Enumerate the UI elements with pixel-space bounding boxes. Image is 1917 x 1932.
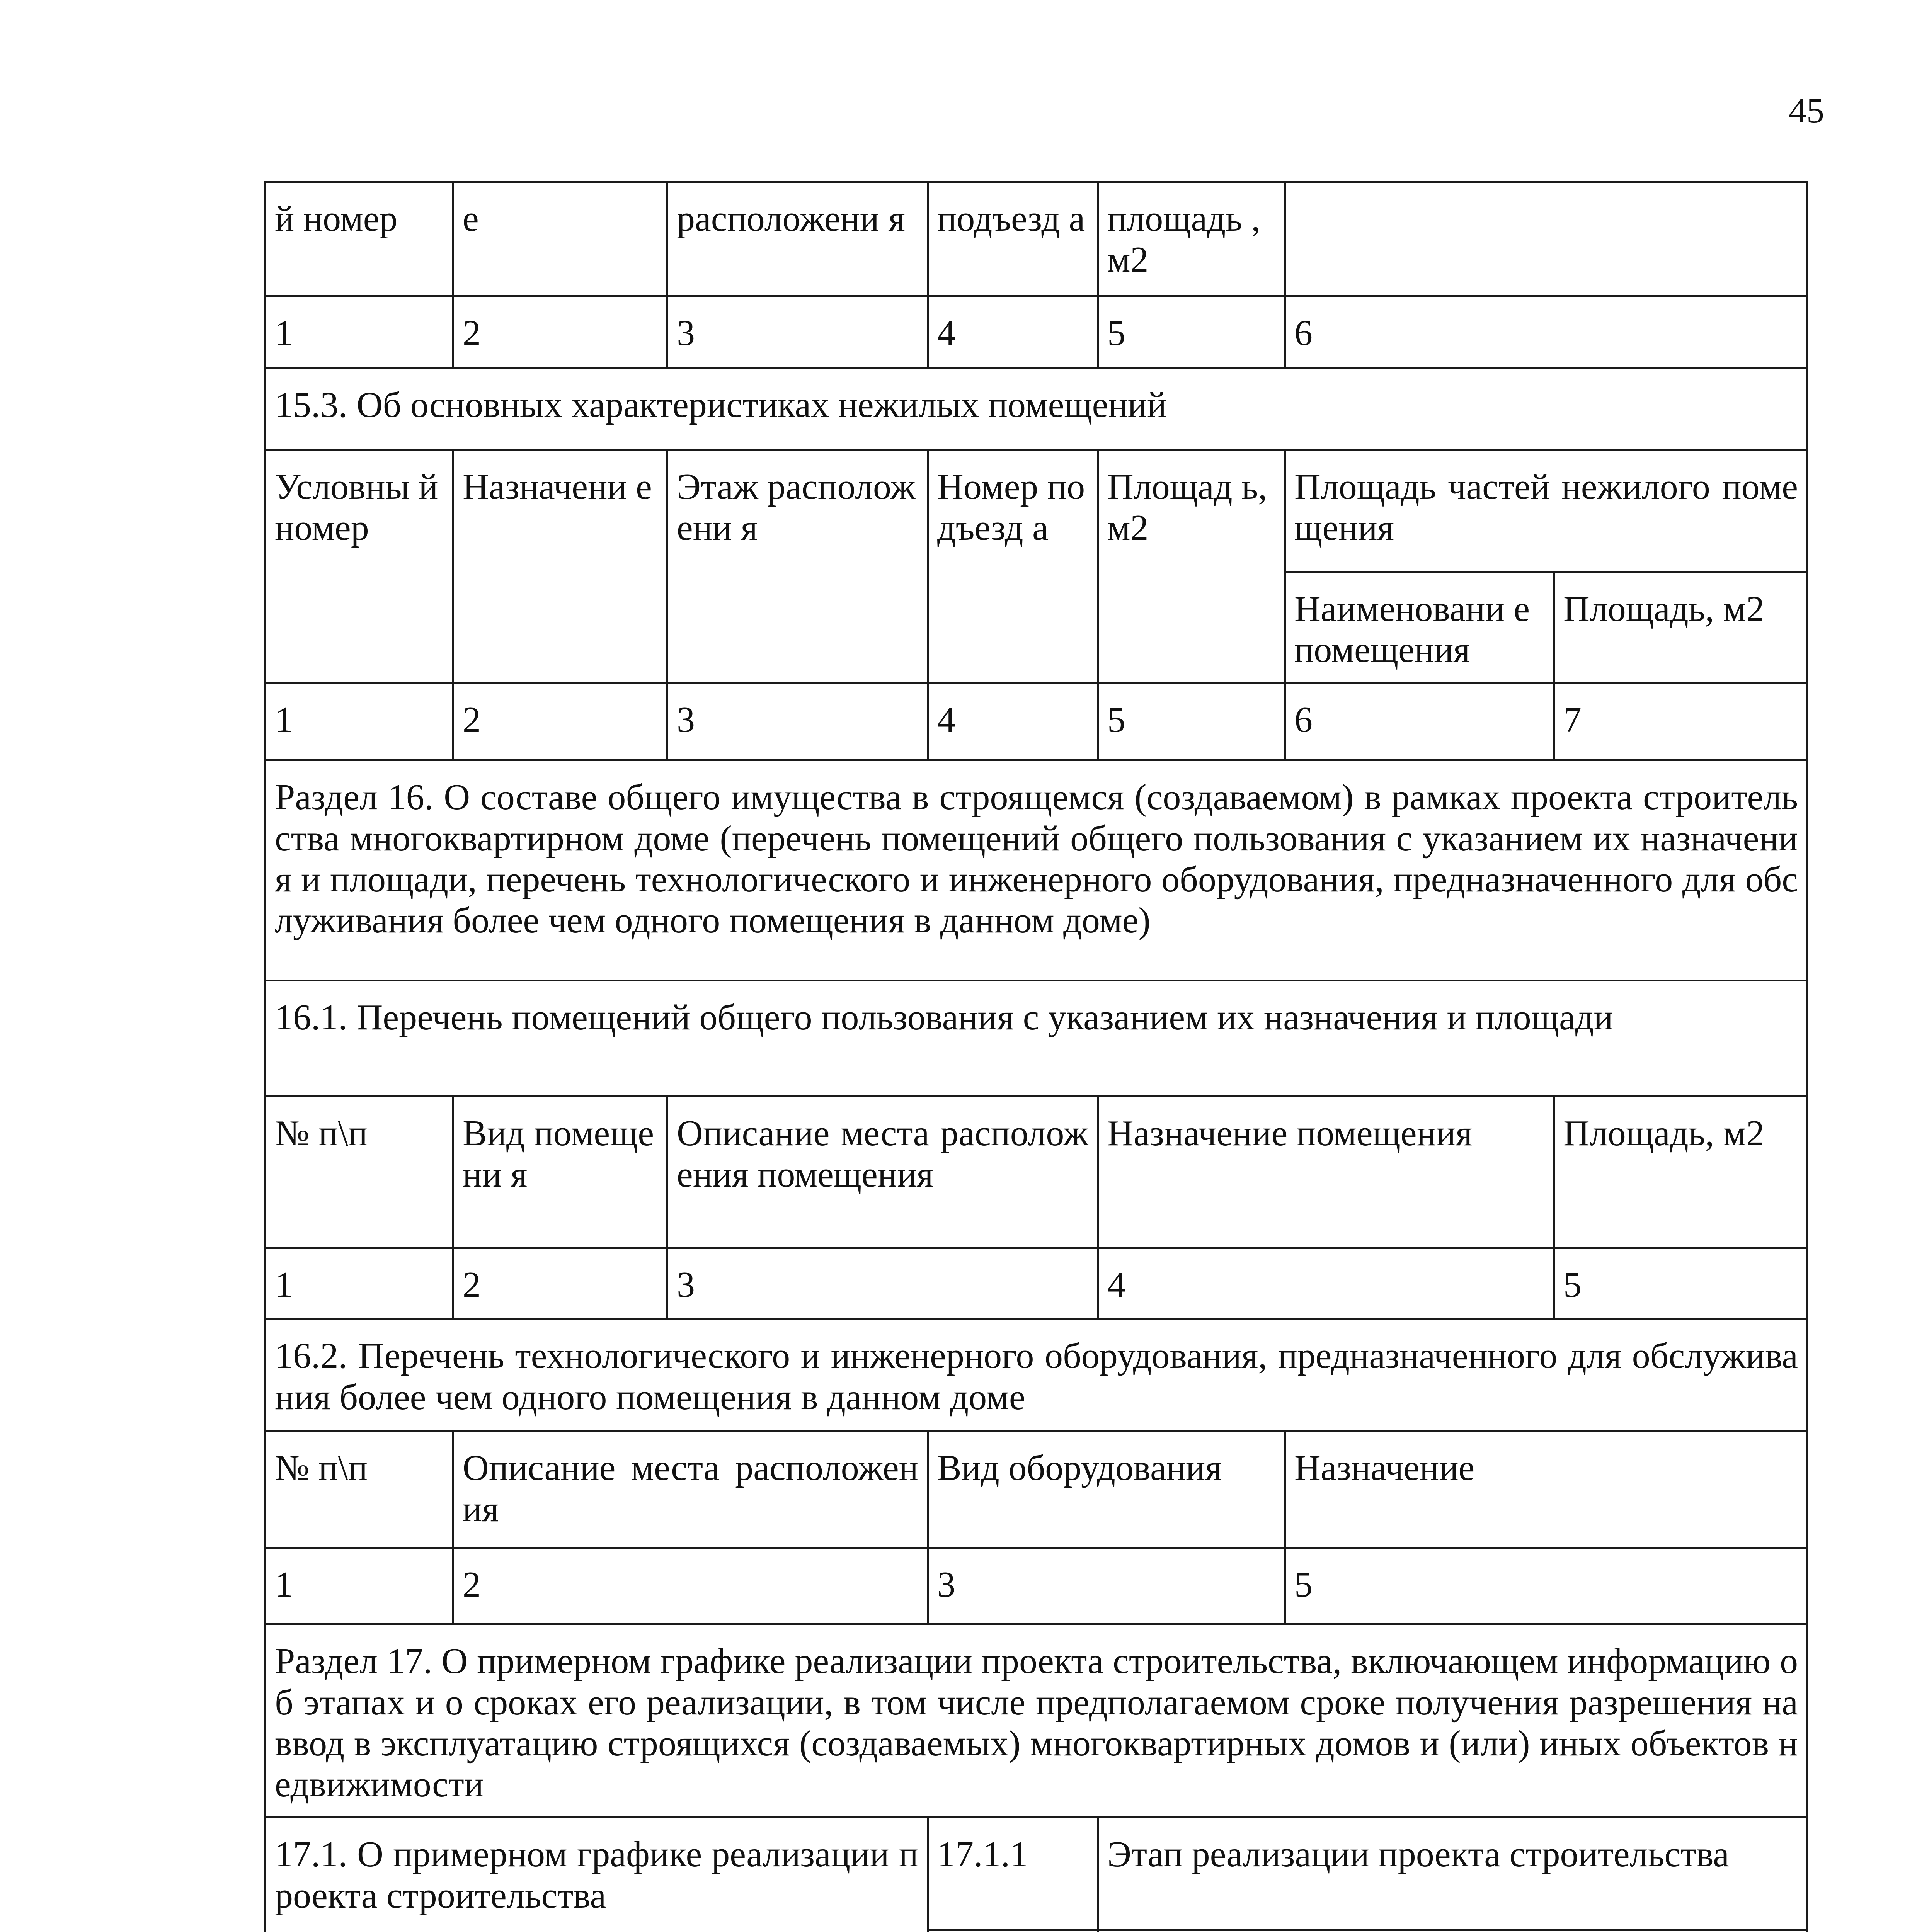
header-cell: Назначение помещения <box>1098 1097 1554 1248</box>
header-cell: е <box>453 182 667 296</box>
header-cell: Вид помещени я <box>453 1097 667 1248</box>
column-number: 7 <box>1554 683 1808 760</box>
table-row <box>266 1548 1808 1624</box>
table-row <box>266 296 1808 368</box>
column-number: 2 <box>453 683 667 760</box>
column-number: 3 <box>667 1248 1098 1319</box>
subsection-title-15-3: 15.3. Об основных характеристиках нежилых помещений <box>266 368 1808 450</box>
header-cell: Номер подъезд а <box>928 450 1098 683</box>
column-number: 5 <box>1098 683 1285 760</box>
column-number: 1 <box>266 1248 453 1319</box>
column-number: 4 <box>1098 1248 1554 1319</box>
column-number: 4 <box>928 296 1098 368</box>
header-cell: Площад ь, м2 <box>1098 450 1285 683</box>
column-number: 1 <box>266 683 453 760</box>
column-number: 2 <box>453 1548 928 1624</box>
section-title-17: Раздел 17. О примерном графике реализации проекта строительства, включающем информацию об этапах и о сроках его реализации, в том числе предполагаемом сроке получения разрешения на ввод в эксплуатацию строящихся (создаваемых) многоквартирных домов и (или) иных объектов недвижимости <box>266 1624 1808 1818</box>
disclosure-table <box>264 181 1808 1932</box>
item-label-17-1: 17.1. О примерном графике реализации проекта строительства <box>266 1818 928 1932</box>
header-cell: Площадь частей нежилого помещения <box>1285 450 1808 572</box>
table-row <box>266 1248 1808 1319</box>
subsection-title-16-2: 16.2. Перечень технологического и инженерного оборудования, предназначенного для обслуживания более чем одного помещения в данном доме <box>266 1319 1808 1431</box>
column-number: 5 <box>1554 1248 1808 1319</box>
header-cell: № п\п <box>266 1431 453 1548</box>
table-row <box>266 368 1808 450</box>
item-text <box>1098 1930 1808 1932</box>
header-cell: Описание места расположения <box>453 1431 928 1548</box>
header-cell: Описание места расположения помещения <box>667 1097 1098 1248</box>
column-number: 3 <box>928 1548 1285 1624</box>
column-number: 5 <box>1098 296 1285 368</box>
column-number: 6 <box>1285 683 1554 760</box>
column-number: 6 <box>1285 296 1808 368</box>
page-number: 45 <box>1789 91 1824 130</box>
item-code: 17.1.1 <box>928 1818 1098 1930</box>
table-row <box>266 1097 1808 1248</box>
header-cell: Назначение <box>1285 1431 1808 1548</box>
table-row <box>266 1624 1808 1818</box>
header-cell: Условны й номер <box>266 450 453 683</box>
table-row <box>266 981 1808 1097</box>
column-number: 2 <box>453 1248 667 1319</box>
section-title-16: Раздел 16. О составе общего имущества в строящемся (создаваемом) в рамках проекта строительства многоквартирном доме (перечень помещений общего пользования с указанием их назначения и площади, перечень технологического и инженерного оборудования, предназначенного для обслуживания более чем одного помещения в данном доме) <box>266 760 1808 981</box>
header-cell: й номер <box>266 182 453 296</box>
header-cell <box>1285 182 1808 296</box>
table-row <box>266 760 1808 981</box>
column-number: 5 <box>1285 1548 1808 1624</box>
column-number: 1 <box>266 296 453 368</box>
column-number: 3 <box>667 683 928 760</box>
table-row <box>266 683 1808 760</box>
header-cell: Площадь, м2 <box>1554 1097 1808 1248</box>
table-row <box>266 182 1808 296</box>
column-number: 4 <box>928 683 1098 760</box>
header-cell: Наименовани е помещения <box>1285 572 1554 683</box>
header-cell: расположени я <box>667 182 928 296</box>
header-cell: Вид оборудования <box>928 1431 1285 1548</box>
item-code <box>928 1930 1098 1932</box>
header-cell: площадь , м2 <box>1098 182 1285 296</box>
column-number: 2 <box>453 296 667 368</box>
table-row <box>266 1818 1808 1930</box>
header-cell: № п\п <box>266 1097 453 1248</box>
subsection-title-16-1: 16.1. Перечень помещений общего пользования с указанием их назначения и площади <box>266 981 1808 1097</box>
table-row <box>266 450 1808 572</box>
header-cell: Площадь, м2 <box>1554 572 1808 683</box>
header-cell: Этаж расположени я <box>667 450 928 683</box>
header-cell: подъезд а <box>928 182 1098 296</box>
column-number: 3 <box>667 296 928 368</box>
item-text: Этап реализации проекта строительства <box>1098 1818 1808 1930</box>
table-row <box>266 1319 1808 1431</box>
header-cell: Назначени е <box>453 450 667 683</box>
column-number: 1 <box>266 1548 453 1624</box>
table-row <box>266 1431 1808 1548</box>
